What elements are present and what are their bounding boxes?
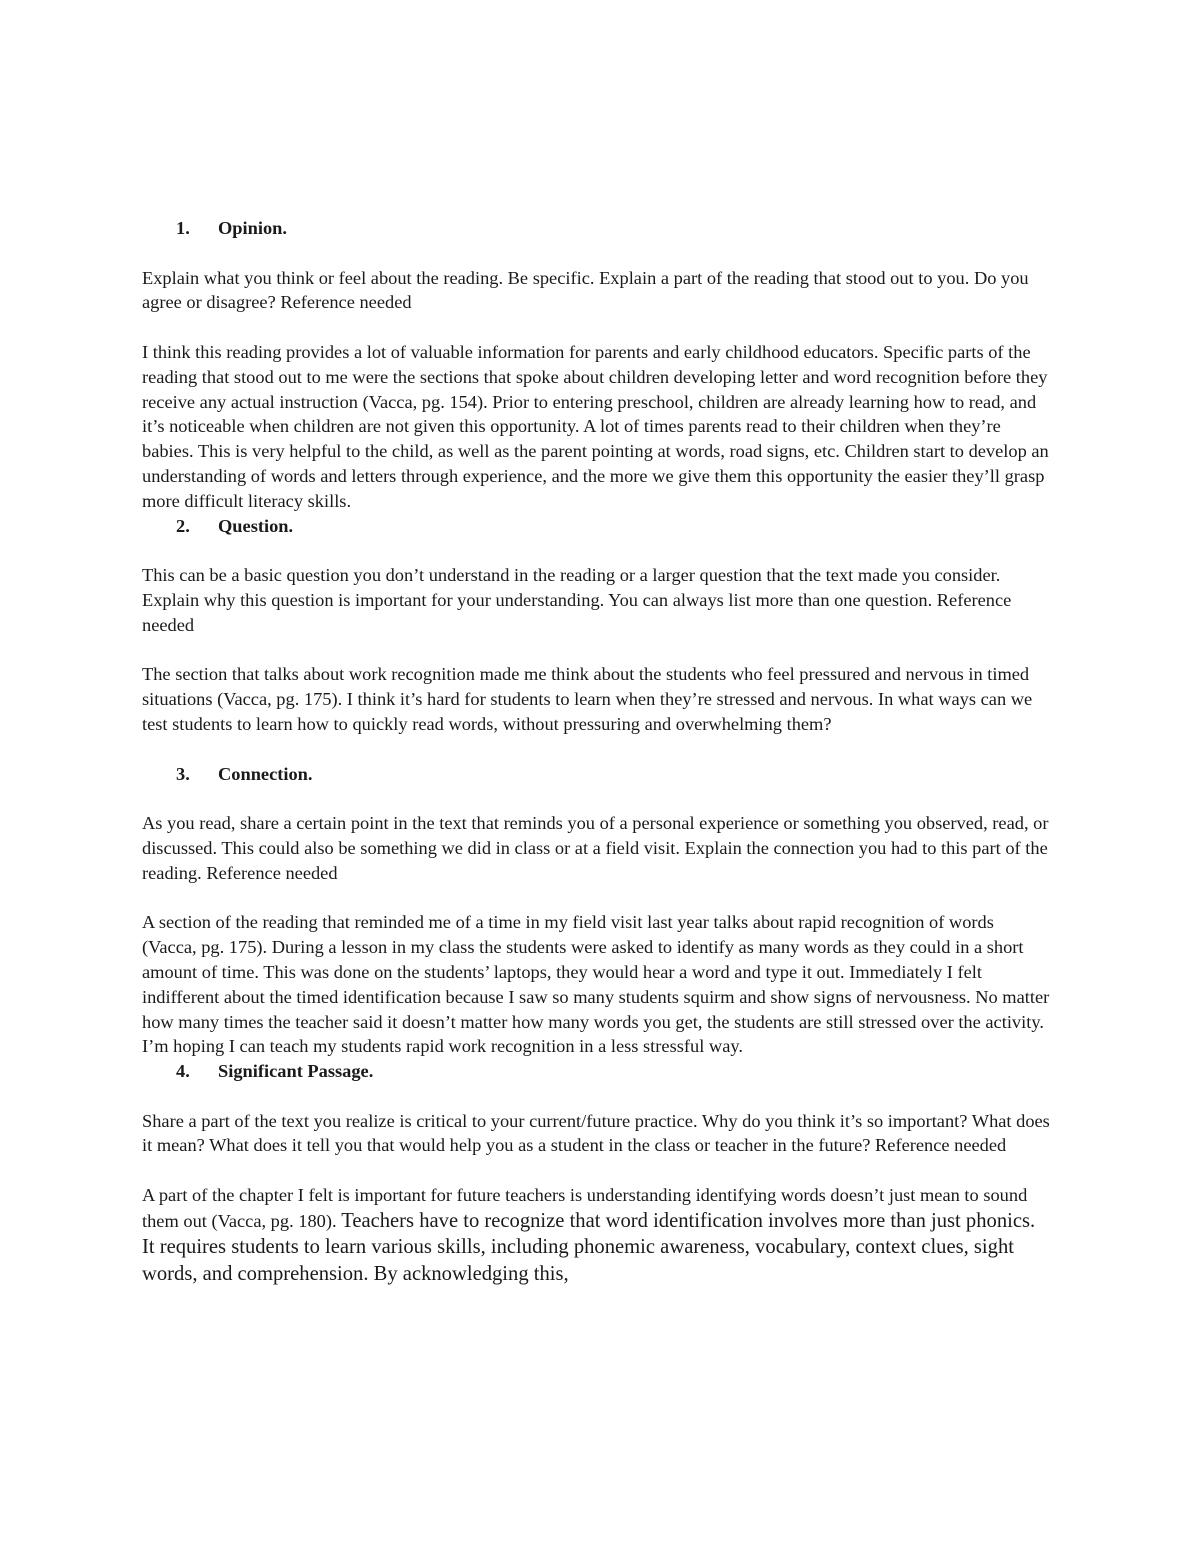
response-text-continued: Teachers have to recognize that word identification involves more than just phonics. It requires students to learn various skills, including phonemic awareness, vocabulary, context clues, sight words, and comprehension. By acknowledging this, — [142, 1209, 1036, 1285]
document-body — [142, 216, 1052, 1287]
spacer — [142, 315, 1052, 340]
section-title: Question. — [218, 515, 294, 536]
spacer — [142, 1084, 1052, 1109]
section-prompt-significant-passage: Share a part of the text you realize is critical to your current/future practice. Why do you think it’s so important? What does it mean? What does it tell you that would help you as a student in the class or teacher in the future? Reference needed — [142, 1110, 1050, 1156]
section-response-question: The section that talks about work recognition made me think about the students who feel pressured and nervous in timed situations (Vacca, pg. 175). I think it’s hard for students to learn when they’re stressed and nervous. In what ways can we test students to learn how to quickly read words, without pressuring and overwhelming them? — [142, 664, 1033, 734]
section-title: Connection. — [218, 763, 313, 784]
spacer — [142, 786, 1052, 811]
spacer — [142, 886, 1052, 911]
section-response-connection: A section of the reading that reminded me of a time in my field visit last year talks about rapid recognition of words (Vacca, pg. 175). During a lesson in my class the students were asked to identify as many words as they could in a short amount of time. This was done on the students’ laptops, they would hear a word and type it out. Immediately I felt indifferent about the timed identification because I saw so many students squirm and show signs of nervousness. No matter how many times the teacher said it doesn’t matter how many words you get, the students are still stressed over the activity. I’m hoping I can teach my students rapid work recognition in a less stressful way. — [142, 912, 1050, 1057]
section-heading-opinion — [142, 216, 1052, 241]
section-heading-connection — [142, 762, 1052, 787]
spacer — [142, 638, 1052, 663]
section-number: 4. — [176, 1061, 190, 1082]
section-prompt-connection: As you read, share a certain point in the text that reminds you of a personal experience or something you observed, read, or discussed. This could also be something we did in class or at a field visit. Explain the connection you had to this part of the reading. Reference needed — [142, 813, 1049, 883]
section-heading-significant-passage — [142, 1059, 1052, 1084]
spacer — [142, 241, 1052, 266]
section-prompt-opinion: Explain what you think or feel about the reading. Be specific. Explain a part of the reading that stood out to you. Do you agree or disagree? Reference needed — [142, 267, 1029, 313]
section-heading-question — [142, 514, 1052, 539]
section-title: Opinion. — [218, 218, 288, 238]
section-number: 3. — [176, 763, 190, 784]
spacer — [142, 1158, 1052, 1183]
section-title: Significant Passage. — [218, 1061, 374, 1082]
spacer — [142, 737, 1052, 762]
response-text: A part of the chapter I felt is important for future teachers is understanding identifying words doesn’t just mean to sound them out (Vacca, pg. 180). — [142, 1185, 1028, 1231]
section-number: 2. — [176, 515, 190, 536]
spacer — [142, 538, 1052, 563]
section-prompt-question: This can be a basic question you don’t understand in the reading or a larger question that the text made you consider. Explain why this question is important for your understanding. You can always list more than one question. Reference needed — [142, 565, 1012, 635]
section-response-significant-passage — [142, 1183, 1052, 1287]
section-number: 1. — [176, 218, 190, 238]
section-response-opinion: I think this reading provides a lot of valuable information for parents and early childhood educators. Specific parts of the reading that stood out to me were the sections that spoke about children developing letter and word recognition before they receive any actual instruction (Vacca, pg. 154). Prior to entering preschool, children are already learning how to read, and it’s noticeable when children are not given this opportunity. A lot of times parents read to their children when they’re babies. This is very helpful to the child, as well as the parent pointing at words, road signs, etc. Children start to develop an understanding of words and letters through experience, and the more we give them this opportunity the easier they’ll grasp more difficult literacy skills. — [142, 341, 1049, 511]
